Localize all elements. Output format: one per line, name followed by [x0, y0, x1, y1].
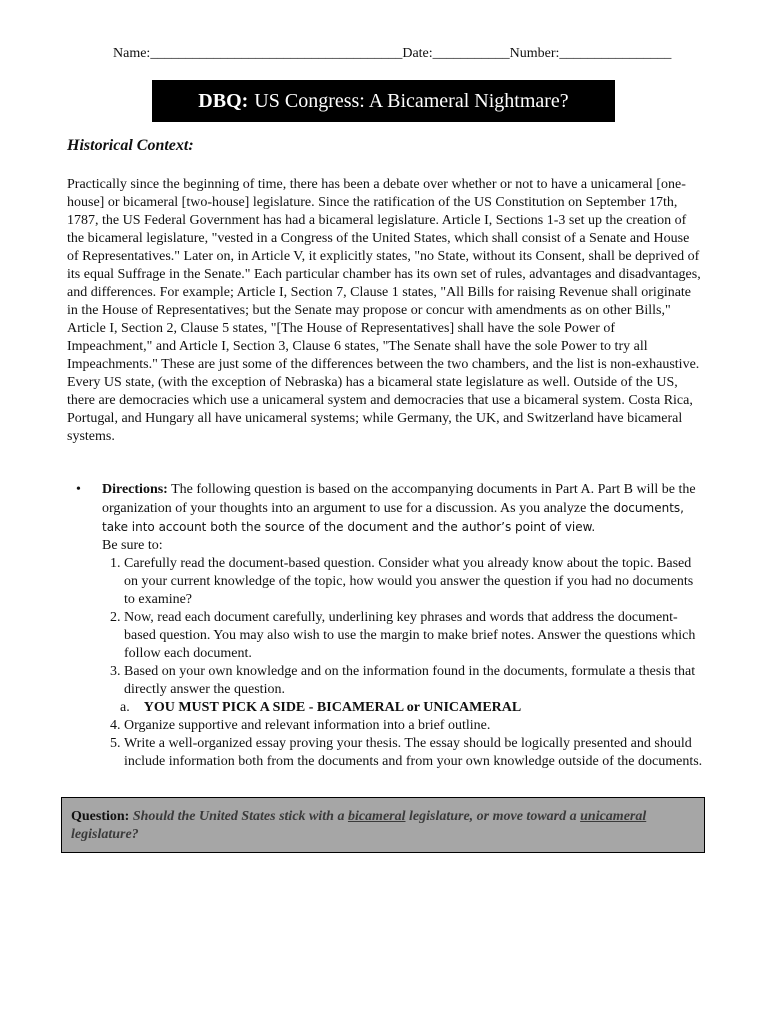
sub-item-marker: a. — [120, 700, 130, 715]
list-item: 5. Write a well-organized essay proving your thesis. The essay should be logically presented and should include information both from the documents and from your own knowledge outside of the documents. — [124, 735, 704, 771]
list-item — [124, 663, 704, 699]
name-label: Name: — [113, 46, 151, 61]
directions-intro-sans: the documents, take into account both the source of the document and the author’s point of view. — [102, 501, 684, 534]
name-blank: ____________________________________ — [150, 46, 403, 61]
page-title: US Congress: A Bicameral Nightmare? — [254, 89, 569, 112]
title-banner — [152, 80, 615, 122]
directions-section — [76, 481, 704, 771]
question-text — [71, 809, 646, 842]
directions-label: Directions: — [102, 482, 168, 497]
date-blank: ___________ — [432, 46, 510, 61]
title-prefix: DBQ: — [198, 89, 249, 112]
bullet-icon: • — [76, 482, 81, 497]
number-label: Number: — [509, 46, 560, 61]
list-item: 1. Carefully read the document-based question. Consider what you already know about the topic. Based on your current knowledge of the topic, how would you answer the question if you had no documents to examine? — [124, 555, 704, 609]
list-item: 2. Now, read each document carefully, underlining key phrases and words that address the document-based question. You may also wish to use the margin to make brief notes. Answer the questions which follow each document. — [124, 609, 704, 663]
context-paragraph: Practically since the beginning of time, there has been a debate over whether or not to have a unicameral [one-house] or bicameral [two-house] legislature. Since the ratification of the US Constitution on September 17th, 1787, the US Federal Government has had a bicameral legislature. Article I, Sections 1-3 set up the creation of the bicameral legislature, "vested in a Congress of the United States, which shall consist of a Senate and House of Representatives." Later on, in Article V, it explicitly states, "no State, without its Consent, shall be deprived of its equal Suffrage in the Senate." Each particular chamber has its own set of rules, advantages and disadvantages, and differences. For example; Article I, Section 7, Clause 1 states, "All Bills for raising Revenue shall originate in the House of Representatives; but the Senate may propose or concur with amendments as on other Bills," Article I, Section 2, Clause 5 states, "[The House of Representatives] shall have the sole Power of Impeachment," and Article I, Section 3, Clause 6 states, "The Senate shall have the sole Power to try all Impeachments." These are just some of the differences between the two chambers, and the list is non-exhaustive. Every US state, (with the exception of Nebraska) has a bicameral state legislature as well. Outside of the US, there are democracies which use a unicameral system and democracies that use a bicameral system. Costa Rica, Portugal, and Hungary all have unicameral systems; while Germany, the UK, and Switzerland have bicameral systems. — [67, 177, 701, 444]
steps-list — [76, 555, 704, 699]
directions-intro: The following question is based on the accompanying documents in Part A. Part B will be the organization of your thoughts into an argument to use for a discussion. As you analyze — [102, 482, 696, 516]
steps-list-continued — [76, 717, 704, 771]
header-fields — [113, 46, 713, 62]
be-sure-text: Be sure to: — [102, 538, 163, 553]
date-label: Date: — [402, 46, 433, 61]
question-part1: Should the United States stick with a — [132, 809, 345, 824]
question-word-bicameral: bicameral — [347, 809, 406, 824]
context-heading: Historical Context: — [67, 137, 194, 154]
list-item-text: Based on your own knowledge and on the information found in the documents, formulate a thesis that directly answer the question. — [124, 664, 696, 697]
question-box — [61, 797, 705, 853]
list-item: 4. Organize supportive and relevant information into a brief outline. — [124, 717, 704, 735]
sub-item-text: YOU MUST PICK A SIDE - BICAMERAL or UNICAMERAL — [143, 700, 522, 715]
directions-text — [102, 481, 704, 555]
number-blank: ________________ — [559, 46, 672, 61]
question-part2: legislature, or move toward a — [409, 809, 577, 824]
question-label: Question: — [71, 809, 130, 824]
sub-item — [120, 699, 704, 717]
question-word-unicameral: unicameral — [580, 809, 647, 824]
question-part3: legislature? — [71, 827, 139, 842]
